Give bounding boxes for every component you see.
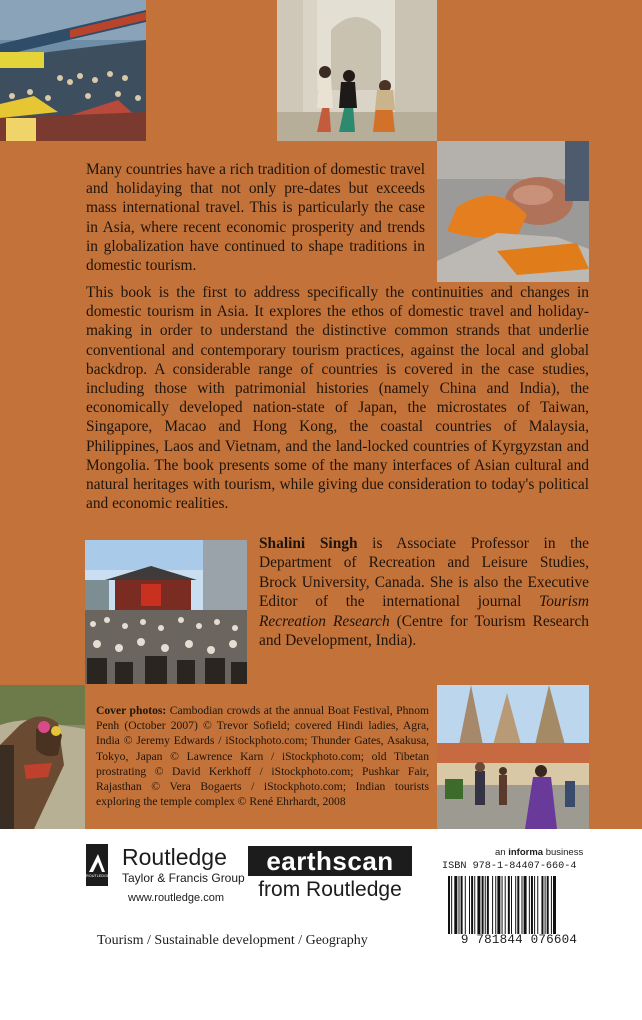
barcode-bar bbox=[508, 876, 510, 934]
barcode-bar bbox=[553, 876, 556, 934]
credits-text: Cambodian crowds at the annual Boat Festival, Phnom Penh (October 2007) © Trevor Sofield; covered Hindi ladies, Agra, India © Jeremy Edwards / iStockphoto.com; Thunder Gates, Asakusa, Tokyo, Japan © Lawrence Karn / iStockphoto.com; old Tibetan prostrating © David Kerkhoff / iStockphoto.com; Pushkar Fair, Rajasthan © Vera Bogaerts / iStockphoto.com; Indian tourists exploring the temple complex © René Ehrhardt, 2008 bbox=[96, 704, 430, 809]
informa-name: informa bbox=[508, 847, 544, 858]
photo-asakusa bbox=[85, 540, 247, 684]
photo-tibetan bbox=[437, 141, 589, 282]
barcode-bar bbox=[515, 876, 516, 934]
barcode-bar bbox=[537, 876, 538, 934]
barcode-bar bbox=[547, 876, 549, 934]
publisher-group: Taylor & Francis Group bbox=[122, 871, 245, 885]
barcode-bar bbox=[492, 876, 493, 934]
author-name: Shalini Singh bbox=[259, 535, 358, 552]
subject-categories: Tourism / Sustainable development / Geography bbox=[97, 933, 368, 948]
barcode-bar bbox=[471, 876, 473, 934]
barcode-bar bbox=[469, 876, 470, 934]
photo-boat-festival bbox=[0, 0, 146, 141]
barcode-bar bbox=[495, 876, 496, 934]
barcode-bar bbox=[482, 876, 484, 934]
barcode-digits: 9 781844 076604 bbox=[460, 933, 578, 947]
barcode-bar bbox=[451, 876, 452, 934]
routledge-url[interactable]: www.routledge.com bbox=[128, 892, 224, 904]
barcode-bar bbox=[487, 876, 489, 934]
routledge-logo-letters: ROUTLEDGE bbox=[86, 874, 110, 878]
barcode-bar bbox=[511, 876, 512, 934]
barcode-bar bbox=[459, 876, 460, 934]
barcode-bar bbox=[477, 876, 480, 934]
barcode-bar bbox=[465, 876, 466, 934]
barcode-bar bbox=[529, 876, 530, 934]
journal-title: Tourism Recreation Research bbox=[259, 593, 589, 630]
routledge-wordmark: Routledge bbox=[122, 844, 227, 870]
isbn-label: ISBN 978-1-84407-660-4 bbox=[442, 861, 577, 872]
barcode-bars bbox=[448, 876, 598, 936]
barcode-bar bbox=[534, 876, 535, 934]
barcode-bar bbox=[524, 876, 527, 934]
barcode-bar bbox=[545, 876, 546, 934]
informa-suffix: business bbox=[543, 847, 584, 858]
barcode-bar bbox=[461, 876, 463, 934]
credits-label: Cover photos: bbox=[96, 704, 167, 717]
author-bio bbox=[259, 534, 589, 650]
from-routledge: from Routledge bbox=[258, 878, 402, 901]
author-bio-text-1: is Associate Professor in the Department of Recreation and Leisure Studies, Brock University, Canada. She is also the Executive Editor of the international journal bbox=[259, 535, 589, 611]
photo-taj-ladies bbox=[277, 0, 437, 141]
barcode-bar bbox=[485, 876, 486, 934]
informa-business bbox=[495, 847, 583, 858]
barcode-bar bbox=[497, 876, 500, 934]
barcode-bar bbox=[505, 876, 506, 934]
informa-prefix: an bbox=[495, 847, 509, 858]
barcode-bar bbox=[517, 876, 519, 934]
barcode-bar bbox=[551, 876, 552, 934]
earthscan-logo: earthscan bbox=[248, 846, 412, 876]
barcode-bar bbox=[448, 876, 450, 934]
barcode-bar bbox=[502, 876, 503, 934]
barcode-bar bbox=[522, 876, 523, 934]
photo-temple bbox=[437, 685, 589, 829]
description-paragraph: This book is the first to address specifically the continuities and changes in domestic tourism in Asia. It explores the ethos of domestic travel and holiday-making in order to understand the distinctive common strands that underlie conventional and contemporary tourism practices, against the local and global backdrop. A considerable range of countries is covered in the case studies, including those with patrimonial histories (namely China and India), the economically developed nation-state of Japan, the microstates of Taiwan, Singapore, Macao and Hong Kong, the coastal countries of Malaysia, Philippines, Laos and Vietnam, and the land-locked countries of Kyrgyzstan and Mongolia. The book presents some of the many interfaces of Asian cultural and natural heritages with tourism, while giving due consideration to today's political and economic realities. bbox=[86, 284, 589, 513]
barcode-bar bbox=[531, 876, 533, 934]
barcode-bar bbox=[474, 876, 475, 934]
photo-pushkar bbox=[0, 685, 85, 829]
barcode-bar bbox=[541, 876, 543, 934]
intro-paragraph: Many countries have a rich tradition of domestic travel and holidaying that not only pre-dates but exceeds mass international travel. This is particularly the case in Asia, where recent economic prosperity and trends in globalization have continued to shape traditions in domestic tourism. bbox=[86, 161, 425, 275]
isbn-barcode-block bbox=[438, 860, 600, 952]
barcode-bar bbox=[454, 876, 457, 934]
routledge-logo-icon bbox=[86, 844, 108, 886]
cover-photo-credits bbox=[96, 703, 429, 809]
author-bio-text-2: (Centre for Tourism Research and Development, India). bbox=[259, 612, 589, 650]
